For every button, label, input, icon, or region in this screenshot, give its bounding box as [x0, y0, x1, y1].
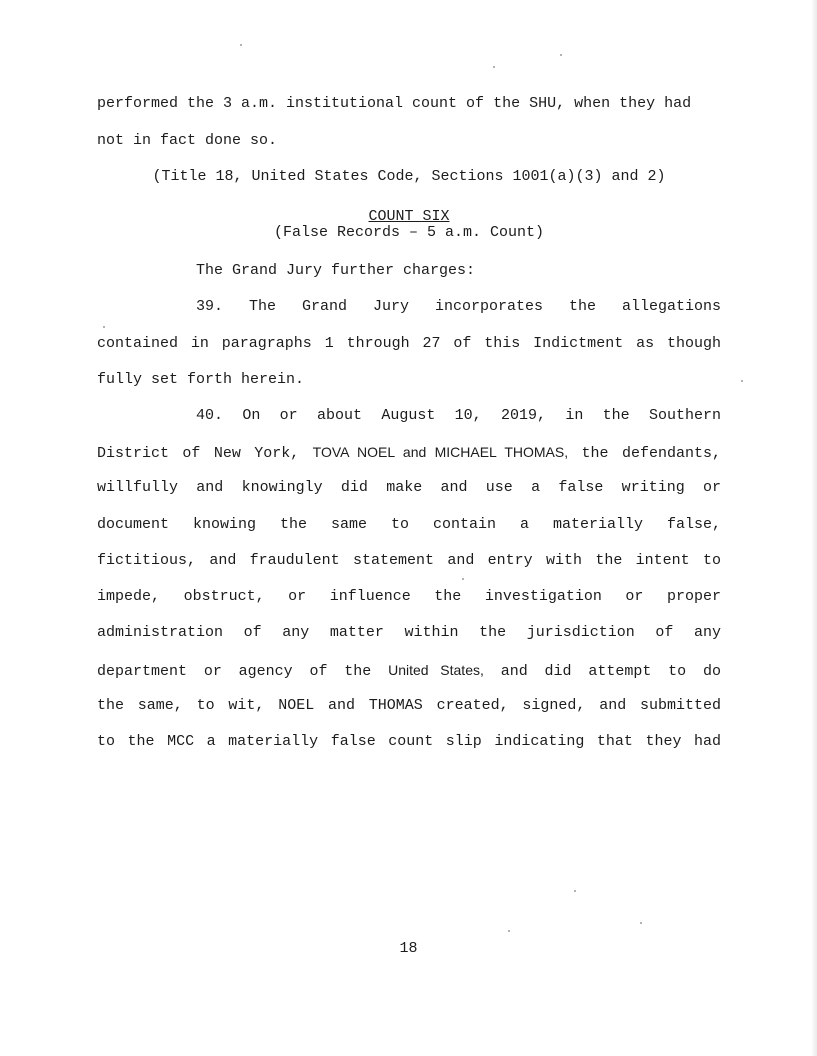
count-heading: COUNT SIX: [368, 208, 450, 225]
paragraph-40-line: [97, 443, 721, 463]
text-line: not in fact done so.: [97, 132, 278, 149]
paragraph-40-line: administration of any matter within the jurisdiction of any: [97, 624, 721, 641]
scan-speck: [560, 54, 562, 56]
paragraph-39-line: fully set forth herein.: [97, 371, 305, 388]
defendant-names: TOVA NOEL and MICHAEL THOMAS,: [312, 444, 569, 460]
paragraph-40-fragment: and did attempt to do: [483, 663, 721, 680]
scan-edge-shadow: [811, 0, 817, 1056]
statute-citation: (Title 18, United States Code, Sections 1001(a)(3) and 2): [152, 168, 666, 185]
paragraph-40-line: document knowing the same to contain a materially false,: [97, 516, 721, 533]
paragraph-40-line: impede, obstruct, or influence the investigation or proper: [97, 588, 721, 605]
scan-speck: [462, 578, 464, 580]
scan-speck: [640, 922, 642, 924]
count-subheading: (False Records – 5 a.m. Count): [273, 224, 545, 241]
text-line: performed the 3 a.m. institutional count of the SHU, when they had: [97, 95, 692, 112]
paragraph-40-line: 40. On or about August 10, 2019, in the Southern: [196, 407, 721, 424]
scan-speck: [103, 326, 105, 328]
paragraph-40-fragment: the defendants,: [568, 445, 721, 462]
paragraph-40-line: the same, to wit, NOEL and THOMAS created, signed, and submitted: [97, 697, 721, 714]
scan-speck: [741, 380, 743, 382]
charge-intro: The Grand Jury further charges:: [196, 262, 476, 279]
united-states-text: United States,: [388, 662, 484, 678]
paragraph-40-line: willfully and knowingly did make and use a false writing or: [97, 479, 721, 496]
scan-speck: [493, 66, 495, 68]
paragraph-40-line: [97, 661, 721, 681]
paragraph-40-line: to the MCC a materially false count slip indicating that they had: [97, 733, 721, 750]
scan-speck: [508, 930, 510, 932]
paragraph-40-fragment: District of New York,: [97, 445, 313, 462]
scan-speck: [574, 890, 576, 892]
paragraph-39-line: 39. The Grand Jury incorporates the allegations: [196, 298, 721, 315]
paragraph-40-fragment: department or agency of the: [97, 663, 389, 680]
paragraph-39-line: contained in paragraphs 1 through 27 of this Indictment as though: [97, 335, 721, 352]
page-number: 18: [399, 940, 418, 957]
scan-speck: [240, 44, 242, 46]
paragraph-40-line: fictitious, and fraudulent statement and entry with the intent to: [97, 552, 721, 569]
